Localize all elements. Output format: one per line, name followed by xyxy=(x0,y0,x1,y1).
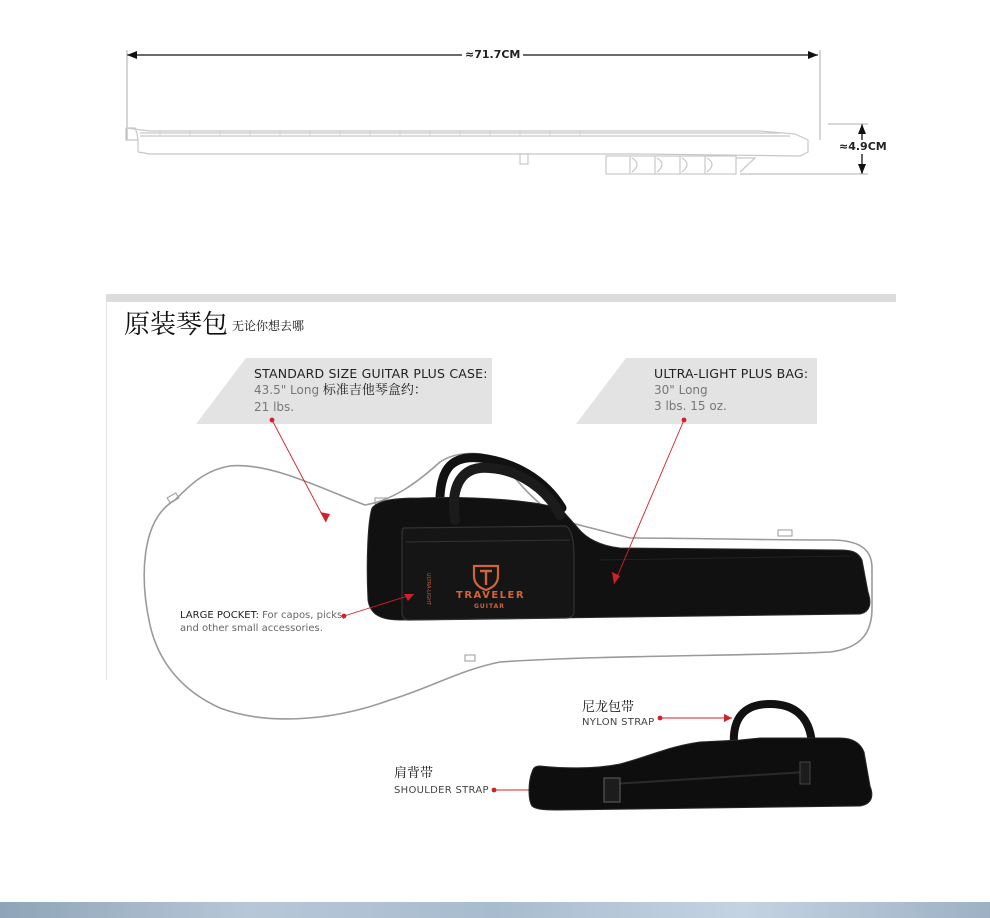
large-pocket-desc-2: and other small accessories. xyxy=(180,623,323,634)
ultralight-bag-heading: ULTRA-LIGHT PLUS BAG: xyxy=(654,366,809,381)
length-dimension-label: ≈71.7CM xyxy=(462,48,523,62)
standard-case-heading: STANDARD SIZE GUITAR PLUS CASE: xyxy=(254,366,488,381)
brand-subtitle: GUITAR xyxy=(474,603,505,610)
large-pocket-desc-1: For capos, picks, xyxy=(258,610,346,621)
nylon-strap-label-cn: 尼龙包带 xyxy=(582,700,635,715)
bag-back-view xyxy=(529,738,872,810)
guitar-dimension-diagram xyxy=(0,0,990,260)
large-pocket-callout xyxy=(180,609,345,635)
brand-side-text: ULTRA-LIGHT xyxy=(425,572,431,606)
shoulder-strap-label-en: SHOULDER STRAP xyxy=(394,785,489,796)
large-pocket-title: LARGE POCKET: xyxy=(180,610,259,621)
nylon-strap-label-en: NYLON STRAP xyxy=(582,717,655,728)
bottom-decorative-strip xyxy=(0,902,990,918)
ultralight-bag-length: 30" Long xyxy=(654,383,708,397)
height-dimension-label: ≈4.9CM xyxy=(836,140,890,154)
shoulder-strap-label-cn: 肩背带 xyxy=(394,766,434,781)
section-title-text: 原装琴包 xyxy=(124,310,229,340)
standard-case-length-cn: 标准吉他琴盒约： xyxy=(322,383,427,398)
standard-case-length: 43.5" Long xyxy=(254,383,320,397)
standard-case-weight: 21 lbs. xyxy=(254,400,295,414)
brand-name: TRAVELER xyxy=(456,590,526,601)
section-subtitle: 无论你想去哪 xyxy=(232,319,305,333)
gig-bag-illustration xyxy=(0,300,990,860)
ultralight-bag-weight: 3 lbs. 15 oz. xyxy=(654,399,727,413)
